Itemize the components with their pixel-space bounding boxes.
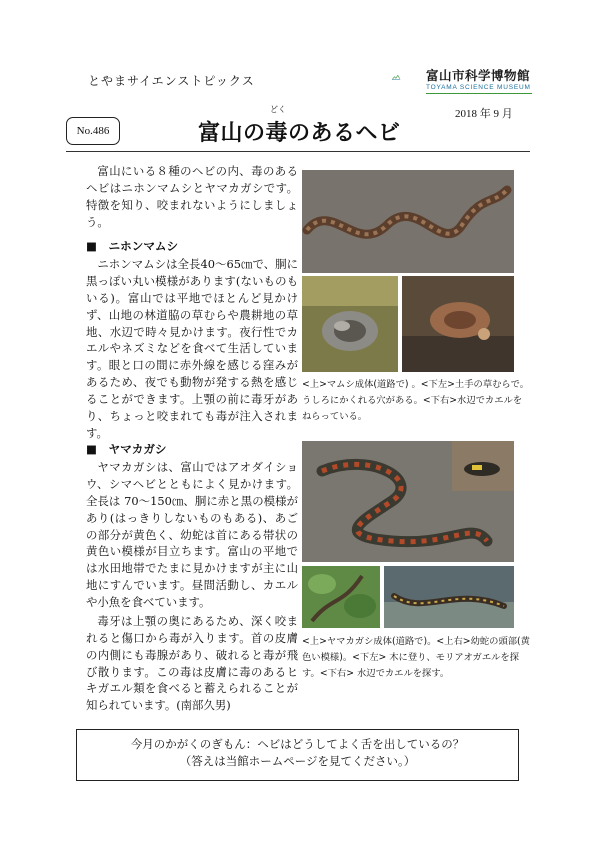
section-heading-mamushi: ■ ニホンマムシ: [86, 239, 179, 253]
intro-text: [86, 163, 298, 231]
yamakagashi-water-photo: [384, 566, 514, 628]
series-title: とやまサイエンストピックス: [88, 74, 255, 88]
museum-name: 富山市科学博物館: [426, 68, 531, 83]
issue-badge: No.486: [66, 117, 120, 145]
section-body-mamushi: [86, 256, 298, 442]
museum-logo-icon: [392, 66, 426, 90]
yamakagashi-paragraph-2: 毒牙は上顎の奥にあるため、深く咬まれると傷口から毒が入ります。首の皮膚の内側にも毒腺があり、破れると毒が飛び散ります。この毒は皮膚に毒のあるヒキガエル類を食べると蓄えられることが知られています。(南部久男): [86, 613, 298, 713]
intro-paragraph: 富山にいる８種のヘビの内、毒のあるヘビはニホンマムシとヤマカガシです。特徴を知り、咬まれないようにしましょう。: [86, 164, 298, 229]
mamushi-grass-photo: [302, 276, 398, 372]
monthly-question-box: [76, 729, 519, 781]
issue-date: 2018 年 9 月: [455, 108, 513, 120]
question-text: 今月のかがくのぎもん：ヘビはどうしてよく舌を出しているの？: [130, 737, 465, 751]
museum-name-en: TOYAMA SCIENCE MUSEUM: [426, 84, 531, 91]
page-title: 富山の毒のあるヘビ: [198, 121, 401, 146]
header-rule: [66, 151, 530, 152]
yamakagashi-tree-photo: [302, 566, 380, 628]
yamakagashi-paragraph-1: ヤマカガシは、富山ではアオダイショウ、シマヘビとともによく見かけます。全長は 70〜150㎝、胴に赤と黒の模様があり(はっきりしないものもある)、あごの部分が黄色く、幼蛇は首にある帯状の黄色い模様が目立ちます。富山の平地では水田地帯でたまに見かけますが主に山地にすんでいます。昼間活動し、カエルや小魚を食べています。: [86, 460, 298, 609]
yamakagashi-caption: <上>ヤマカガシ成体(道路で)。<上右>幼蛇の頭部(黄色い模様)。<下左> 木に登り、モリアオガエルを探す。<下右> 水辺でカエルを探す。: [302, 636, 530, 679]
logo-underline: [426, 93, 532, 94]
answer-note: （答えは当館ホームページを見てください。）: [179, 754, 416, 769]
mamushi-waterside-photo: [402, 276, 514, 372]
mamushi-paragraph: ニホンマムシは全長40〜65㎝で、胴に黒っぽい丸い模様があります(ないものもいる)。富山では平地でほとんど見かけず、山地の林道脇の草むらや農耕地の草地、水辺で時々見かけます。夜行性でカエルやネズミなどを食べて生活しています。眼と口の間に赤外線を感じる窪みがあるため、夜でも動物が発する熱を感じることができます。上顎の前に毒牙があり、ちょっと咬まれても毒が注入されます。: [86, 257, 298, 440]
mamushi-road-photo: [302, 170, 514, 273]
section-heading-yamakagashi: ■ ヤマカガシ: [86, 442, 167, 456]
mamushi-caption: <上>マムシ成体(道路で) 。<下左>土手の草むらで。うしろにかくれる穴がある。<下右>水辺でカエルをねらっている。: [302, 379, 530, 422]
title-ruby: どく: [270, 105, 286, 114]
yamakagashi-road-photo: [302, 441, 514, 562]
section-body-yamakagashi: [86, 459, 298, 714]
